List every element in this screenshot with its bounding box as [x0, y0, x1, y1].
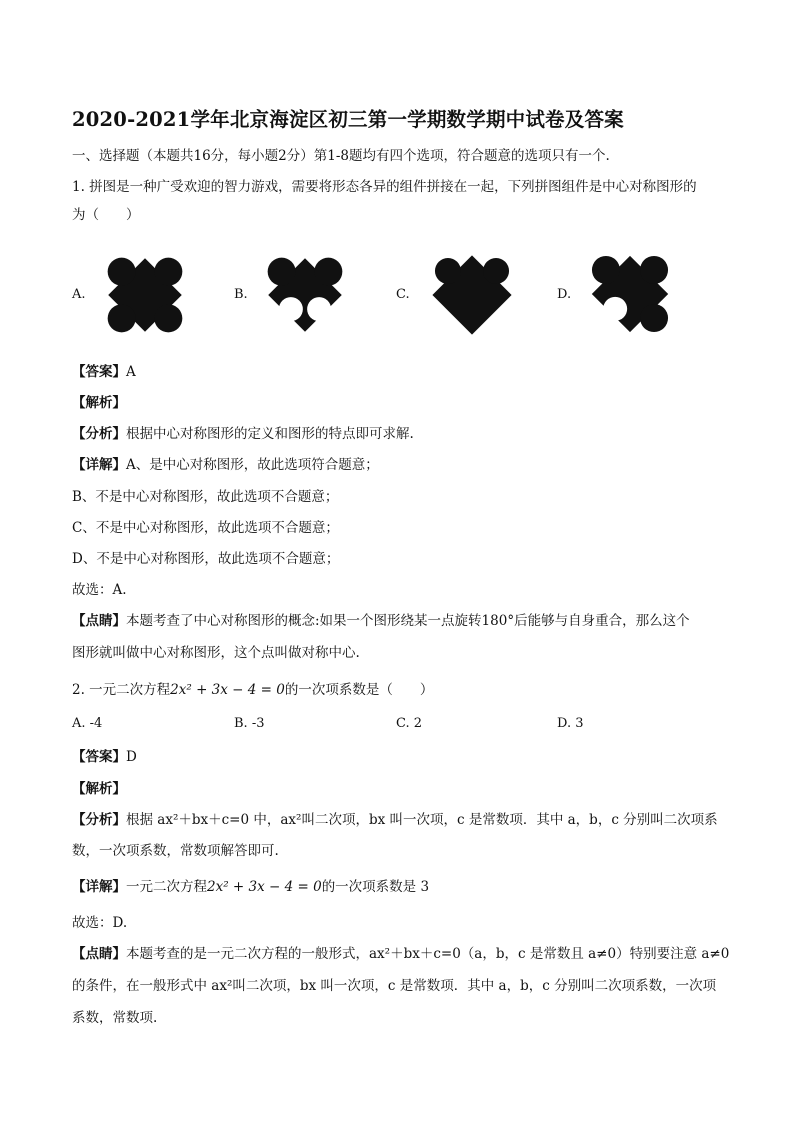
q1-dianjing-line1 [72, 611, 690, 631]
fenxi-text-1: 根据 ax²＋bx＋c=0 中，ax²叫二次项，bx 叫一次项，c 是常数项．其中 a，b，c 分别叫二次项系 [126, 812, 718, 828]
q2-choose: 故选：D. [72, 915, 128, 931]
q1-xiangjie-d: D、不是中心对称图形，故此选项不合题意； [72, 551, 340, 567]
dianjing-text-1: 本题考查的是一元二次方程的一般形式，ax²＋bx＋c=0（a，b，c 是常数且 a≠0）特别要注意 a≠0 [126, 946, 730, 962]
q1-dianjing-line2: 图形就叫做中心对称图形，这个点叫做对称中心. [72, 645, 360, 661]
page-title: 2020-2021学年北京海淀区初三第一学期数学期中试卷及答案 [72, 108, 624, 131]
dianjing-tag: 【点睛】 [72, 946, 126, 962]
q2-stem-suffix: 的一次项系数是（ ） [284, 682, 434, 698]
q1-answer [72, 362, 136, 382]
q2-choice-a: A. -4 [72, 716, 103, 731]
fenxi-tag: 【分析】 [72, 812, 126, 828]
puzzle-piece-d-image [574, 238, 686, 350]
q2-fenxi-line1 [72, 810, 718, 830]
q1-option-b-label: B. [234, 287, 248, 302]
q2-xiangjie [72, 877, 429, 897]
q1-analysis-tag: 【解析】 [72, 395, 126, 411]
puzzle-piece-b-image [252, 242, 358, 348]
q2-xiangjie-equation: 2x² + 3x − 4 = 0 [207, 879, 322, 895]
q2-choice-d: D. 3 [557, 716, 584, 731]
puzzle-piece-c-image [416, 242, 522, 348]
puzzle-piece-a-image [92, 242, 198, 348]
q2-dianjing-line1 [72, 944, 729, 964]
q2-answer [72, 747, 137, 767]
q1-xiangjie-a [72, 455, 379, 475]
q1-option-a-label: A. [72, 287, 86, 302]
xiangjie-text-a: A、是中心对称图形，故此选项符合题意； [126, 457, 379, 473]
q1-option-d-label: D. [557, 287, 572, 302]
dianjing-text-1: 本题考查了中心对称图形的概念:如果一个图形绕某一点旋转180°后能够与自身重合，那么这个 [126, 613, 690, 629]
q1-xiangjie-c: C、不是中心对称图形，故此选项不合题意； [72, 520, 339, 536]
q1-option-c-label: C. [396, 287, 410, 302]
q1-fenxi [72, 424, 414, 444]
xiangjie-tag: 【详解】 [72, 457, 126, 473]
xiangjie-prefix: 一元二次方程 [126, 879, 207, 895]
q1-stem-line2: 为（ ） [72, 207, 140, 223]
section-header: 一、选择题（本题共16分，每小题2分）第1-8题均有四个选项，符合题意的选项只有一个. [72, 148, 610, 164]
xiangjie-tag: 【详解】 [72, 879, 126, 895]
xiangjie-suffix: 的一次项系数是 3 [321, 879, 430, 895]
q1-xiangjie-b: B、不是中心对称图形，故此选项不合题意； [72, 489, 339, 505]
answer-tag: 【答案】 [72, 364, 126, 380]
dianjing-tag: 【点睛】 [72, 613, 126, 629]
q2-dianjing-line2: 的条件，在一般形式中 ax²叫二次项，bx 叫一次项，c 是常数项．其中 a，b，c 分别叫二次项系数，一次项 [72, 978, 717, 994]
q1-stem-line1: 1. 拼图是一种广受欢迎的智力游戏，需要将形态各异的组件拼接在一起，下列拼图组件是中心对称图形的 [72, 179, 697, 195]
q2-fenxi-line2: 数，一次项系数，常数项解答即可. [72, 843, 279, 859]
q2-stem-prefix: 2. 一元二次方程 [72, 682, 171, 698]
q2-choice-c: C. 2 [396, 716, 423, 731]
fenxi-text: 根据中心对称图形的定义和图形的特点即可求解. [126, 426, 414, 442]
q2-stem [72, 680, 433, 700]
q1-choose: 故选：A. [72, 582, 127, 598]
q2-choice-b: B. -3 [234, 716, 265, 731]
answer-value: A [126, 364, 136, 380]
q2-equation: 2x² + 3x − 4 = 0 [170, 682, 285, 698]
answer-value: D [126, 749, 137, 765]
answer-tag: 【答案】 [72, 749, 126, 765]
fenxi-tag: 【分析】 [72, 426, 126, 442]
q2-dianjing-line3: 系数，常数项. [72, 1010, 158, 1026]
q2-analysis-tag: 【解析】 [72, 781, 126, 797]
